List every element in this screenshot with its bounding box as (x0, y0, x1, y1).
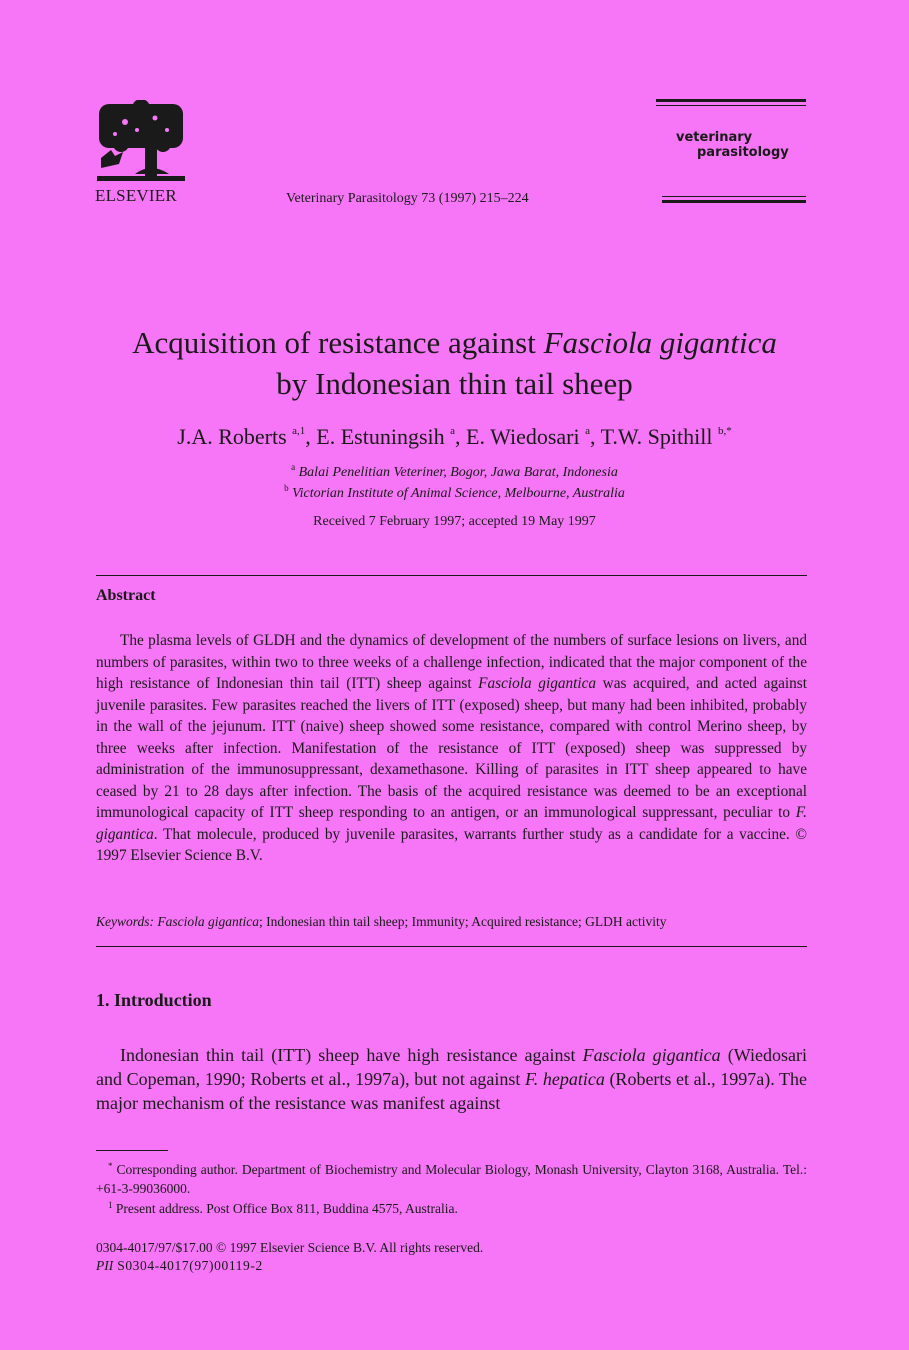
journal-rule-bottom (662, 200, 806, 203)
abstract-rule-bottom (96, 946, 807, 947)
keyword-species: Fasciola gigantica (154, 914, 259, 929)
affiliation (60, 483, 849, 502)
abstract-rule-top (96, 575, 807, 576)
abstract-part: . That molecule, produced by juvenile parasites, warrants further study as a candidate for a vaccine. © 1997 Elsevier Science B.V. (96, 825, 807, 864)
author-list (60, 424, 849, 450)
journal-name-line2: parasitology (697, 145, 789, 160)
article-title (60, 322, 849, 404)
title-text: Acquisition of resistance against (132, 325, 544, 360)
author-separator: , (455, 424, 467, 449)
title-line2: by Indonesian thin tail sheep (276, 366, 633, 401)
author-affiliation-mark: a (450, 425, 456, 437)
abstract-species: F. gigantica (96, 804, 807, 843)
affiliation-text: Victorian Institute of Animal Science, Melbourne, Australia (292, 486, 625, 501)
journal-rule-top (656, 99, 806, 102)
footnote-rule (96, 1150, 168, 1151)
intro-part: (Wiedosari and Copeman, 1990; Roberts et al., 1997a), but not against (96, 1045, 808, 1089)
author-name: E. Wiedosari (466, 424, 580, 449)
journal-rule-bottom-thin (662, 196, 806, 197)
author-affiliation-mark: b,* (717, 425, 732, 437)
journal-name-line1: veterinary (676, 130, 753, 145)
publisher-name: ELSEVIER (95, 186, 177, 205)
footnote-mark: * (108, 1161, 113, 1171)
received-dates: Received 7 February 1997; accepted 19 May 1997 (313, 514, 596, 529)
intro-species: F. hepatica (525, 1069, 605, 1089)
affiliation-mark: b (284, 483, 289, 493)
keywords (96, 914, 807, 930)
pii-label: PII (96, 1258, 114, 1273)
abstract-text (96, 630, 807, 867)
author-separator: , (305, 424, 317, 449)
title-species: Fasciola gigantica (543, 325, 777, 360)
affiliation-text: Balai Penelitian Veteriner, Bogor, Jawa Barat, Indonesia (298, 465, 618, 480)
footnote (96, 1196, 807, 1218)
footnote-text: Present address. Post Office Box 811, Buddina 4575, Australia. (112, 1201, 458, 1216)
keywords-label: Keywords: (96, 914, 154, 929)
abstract-species: Fasciola gigantica (478, 675, 597, 692)
abstract-heading: Abstract (96, 587, 156, 604)
footnote (96, 1157, 807, 1198)
author-name: E. Estuningsih (316, 424, 445, 449)
section-heading: 1. Introduction (96, 990, 212, 1010)
footnote-mark: 1 (108, 1200, 113, 1210)
intro-species: Fasciola gigantica (582, 1045, 721, 1065)
journal-citation: Veterinary Parasitology 73 (1997) 215–224 (286, 191, 529, 206)
author-name: J.A. Roberts (177, 424, 287, 449)
pii-line (96, 1258, 263, 1274)
copyright-line: 0304-4017/97/$17.00 © 1997 Elsevier Science B.V. All rights reserved. (96, 1240, 484, 1255)
abstract-part: was acquired, and acted against juvenile parasites. Few parasites reached the livers of ITT (exposed) sheep, but many had been inhibited, probably in the wall of the jejunum. ITT (naive) sheep showed some resistance, compared with control Merino sheep, by three weeks after infection. Manifestation of the resistance of ITT (exposed) sheep was suppressed by administration of the immunosuppressant, dexamethasone. Killing of parasites in ITT sheep appeared to have ceased by 21 to 28 days after infection. The basis of the acquired resistance was deemed to be an exceptional immunological capacity of ITT sheep responding to an antigen, or an immunological suppressant, peculiar to (96, 675, 807, 821)
abstract-part: The plasma levels of GLDH and the dynamics of development of the numbers of surface lesions on livers, and numbers of parasites, within two to three weeks of a challenge infection, indicated that the major component of the high resistance of Indonesian thin tail (ITT) sheep against (96, 632, 807, 692)
journal-name (676, 130, 789, 160)
elsevier-tree-logo (95, 100, 187, 182)
footnote-text: Corresponding author. Department of Biochemistry and Molecular Biology, Monash University, Clayton 3168, Australia. Tel.: +61-3-99036000. (96, 1162, 807, 1196)
introduction-text (96, 1043, 807, 1115)
affiliation-mark: a (291, 462, 296, 472)
intro-part: Indonesian thin tail (ITT) sheep have high resistance against (120, 1045, 583, 1065)
author-separator: , (590, 424, 601, 449)
intro-part: (Roberts et al., 1997a). The major mechanism of the resistance was manifest against (96, 1069, 808, 1113)
keywords-list: ; Indonesian thin tail sheep; Immunity; Acquired resistance; GLDH activity (259, 914, 667, 929)
pii-value: S0304-4017(97)00119-2 (113, 1258, 263, 1273)
author-affiliation-mark: a (585, 425, 590, 437)
author-name: T.W. Spithill (600, 424, 713, 449)
affiliation (60, 462, 849, 481)
journal-rule-top-thin (656, 105, 806, 106)
author-affiliation-mark: a,1 (292, 425, 306, 437)
